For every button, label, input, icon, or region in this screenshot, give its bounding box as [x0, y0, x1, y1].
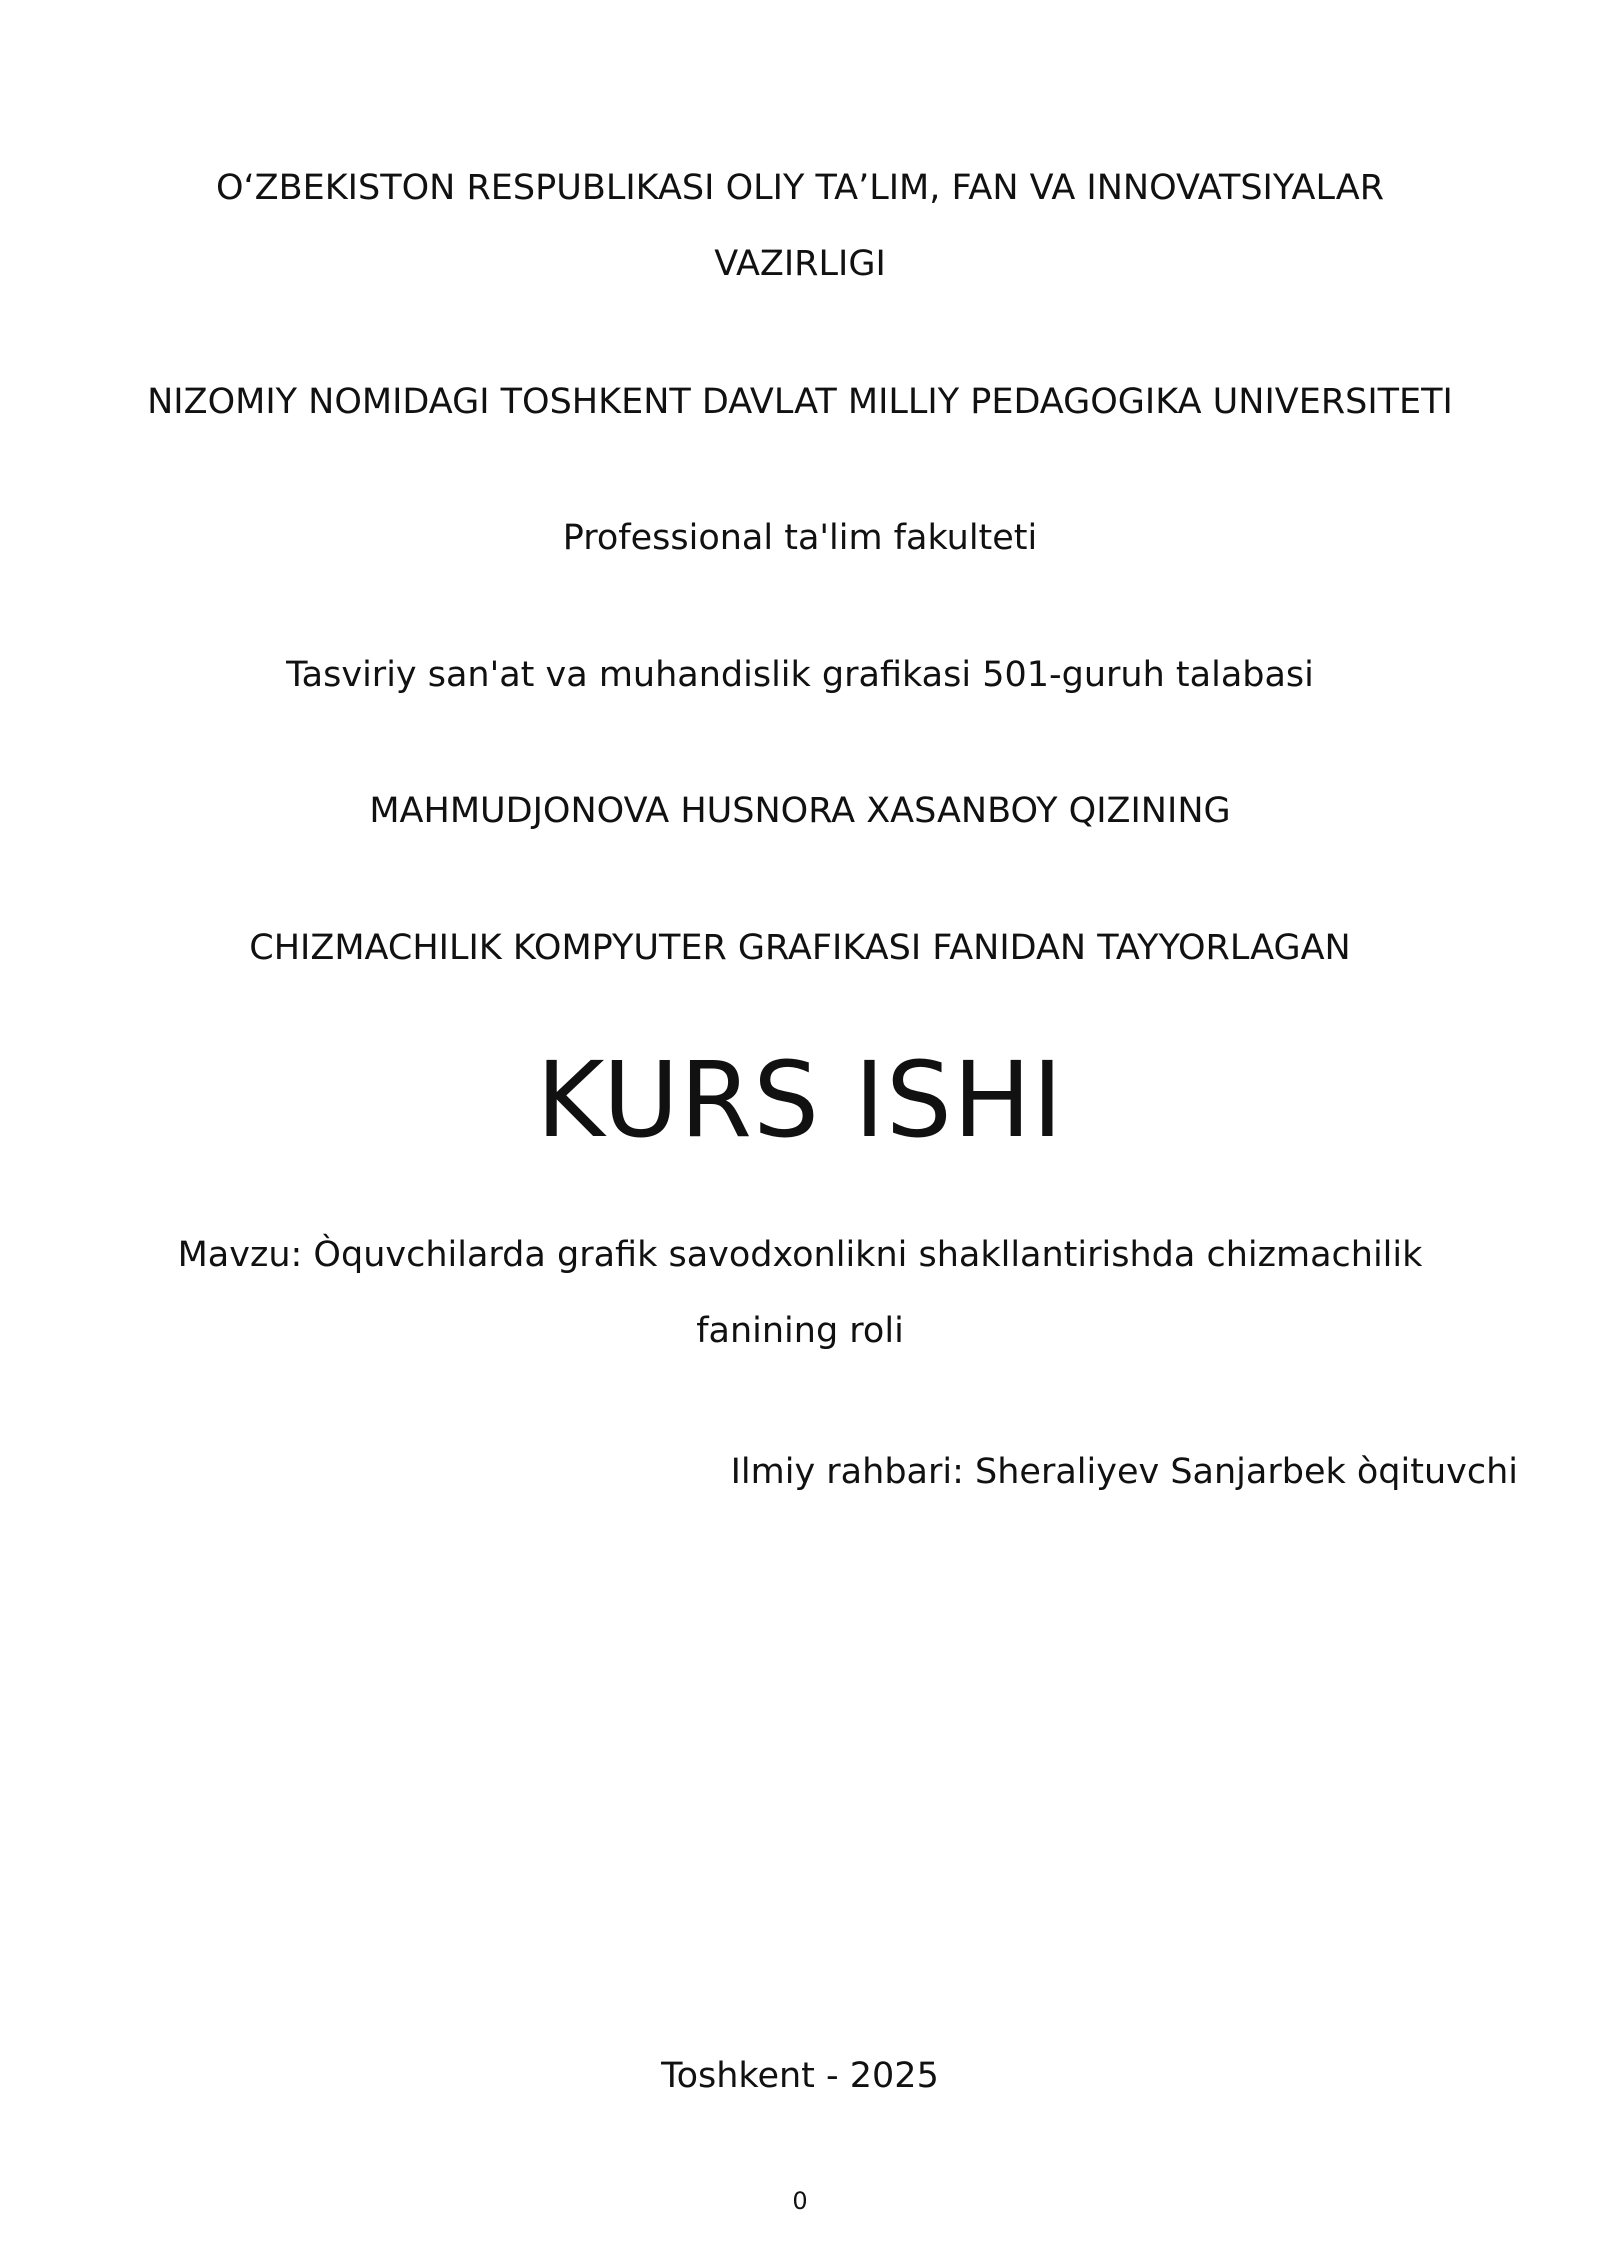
university-name: NIZOMIY NOMIDAGI TOSHKENT DAVLAT MILLIY PEDAGOGIKA UNIVERSITETI	[147, 382, 1453, 422]
topic-line-1: Mavzu: Òquvchilarda grafik savodxonlikni shakllantirishda chizmachilik	[177, 1235, 1423, 1275]
student-group: Tasviriy san'at va muhandislik grafikasi 501-guruh talabasi	[286, 655, 1314, 695]
city-year: Toshkent - 2025	[661, 2056, 939, 2096]
page-number: 0	[792, 2187, 808, 2215]
topic	[0, 1217, 1600, 1369]
advisor: Ilmiy rahbari: Sheraliyev Sanjarbek òqituvchi	[730, 1452, 1518, 1492]
subject-line: CHIZMACHILIK KOMPYUTER GRAFIKASI FANIDAN TAYYORLAGAN	[249, 928, 1351, 968]
document-title: KURS ISHI	[536, 1039, 1064, 1161]
student-name: MAHMUDJONOVA HUSNORA XASANBOY QIZINING	[369, 791, 1231, 831]
ministry-line-1: O‘ZBEKISTON RESPUBLIKASI OLIY TA’LIM, FAN VA INNOVATSIYALAR	[215, 168, 1385, 208]
ministry-line-2: VAZIRLIGI	[714, 244, 886, 284]
ministry-name	[0, 150, 1600, 302]
topic-line-2: fanining roli	[696, 1311, 904, 1351]
faculty-name: Professional ta'lim fakulteti	[562, 518, 1038, 558]
